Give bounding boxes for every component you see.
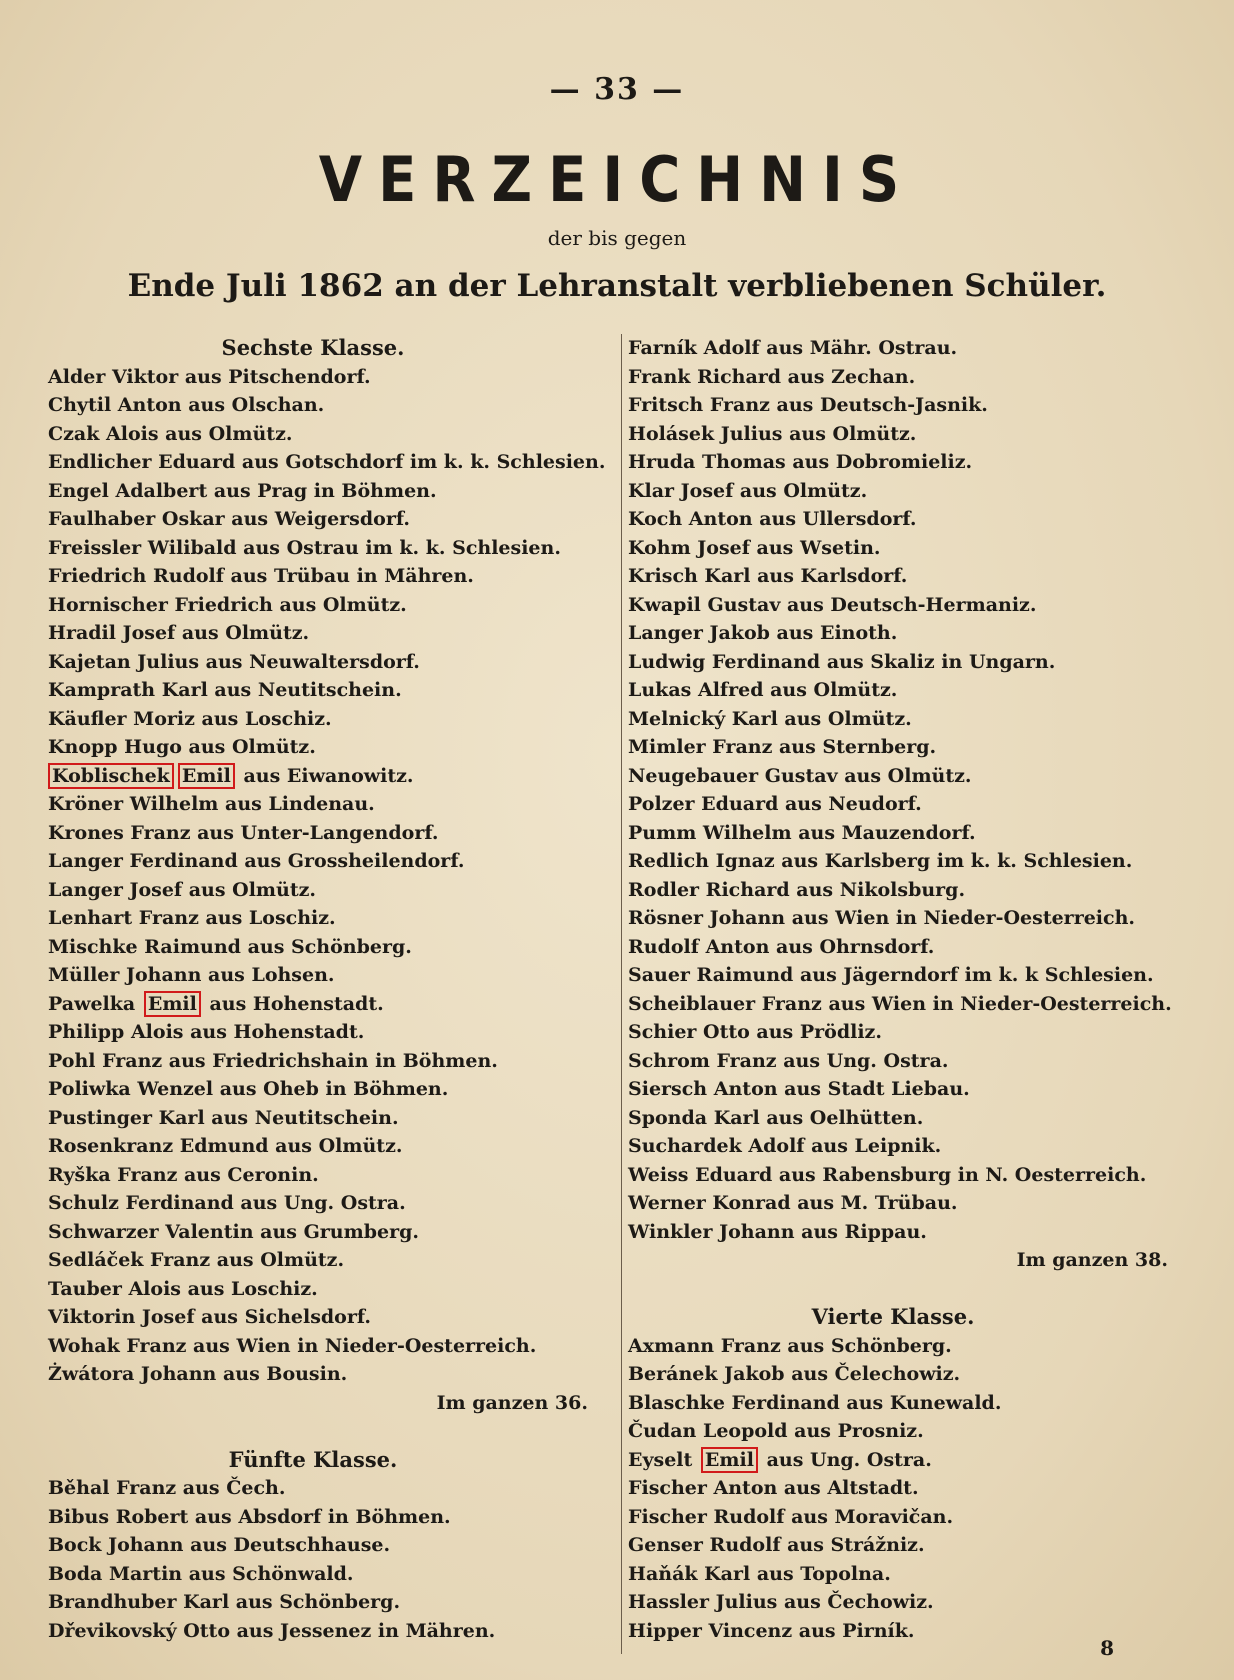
list-item: Schier Otto aus Prödliz. [628, 1021, 882, 1043]
list-item: Chytil Anton aus Olschan. [48, 394, 325, 416]
list-item: Polzer Eduard aus Neudorf. [628, 793, 922, 815]
list-item: Schwarzer Valentin aus Grumberg. [48, 1220, 420, 1243]
list-item: Sedláček Franz aus Olmütz. [48, 1249, 345, 1271]
student-list-fuenfte-cont [628, 334, 1188, 1246]
list-item: Fritsch Franz aus Deutsch-Jasnik. [628, 394, 988, 416]
list-item-surname: Pawelka [48, 992, 142, 1015]
list-item: Langer Ferdinand aus Grossheilendorf. [48, 850, 465, 872]
list-item: Knopp Hugo aus Olmütz. [48, 736, 316, 758]
list-item: Engel Adalbert aus Prag in Böhmen. [48, 479, 437, 502]
list-item: Beránek Jakob aus Čelechowiz. [628, 1363, 961, 1385]
list-item [48, 762, 608, 791]
student-list-vierte-b [628, 1474, 1188, 1645]
student-list-vierte-a [628, 1332, 1188, 1446]
student-list-fuenfte [48, 1474, 608, 1645]
list-item: Pohl Franz aus Friedrichshain in Böhmen. [48, 1049, 498, 1072]
student-list-sechste-b [48, 790, 608, 990]
list-item: Weiss Eduard aus Rabensburg in N. Oesterreich. [628, 1163, 1147, 1186]
list-item: Bock Johann aus Deutschhause. [48, 1534, 391, 1556]
list-item: Axmann Franz aus Schönberg. [628, 1334, 952, 1357]
list-item: Tauber Alois aus Loschiz. [48, 1277, 318, 1300]
list-item: Lukas Alfred aus Olmütz. [628, 679, 898, 701]
list-item: Endlicher Eduard aus Gotschdorf im k. k. Schlesien. [48, 451, 606, 473]
list-item: Kajetan Julius aus Neuwaltersdorf. [48, 650, 420, 673]
list-item: Alder Viktor aus Pitschendorf. [48, 365, 371, 388]
list-item: Mimler Franz aus Sternberg. [628, 736, 937, 758]
class-title-vierte: Vierte Klasse. [811, 1304, 975, 1329]
column-divider [621, 334, 622, 1654]
list-item: Schrom Franz aus Ung. Ostra. [628, 1049, 949, 1072]
list-item: Rodler Richard aus Nikolsburg. [628, 878, 966, 901]
spacer [628, 1275, 1188, 1304]
list-item: Winkler Johann aus Rippau. [628, 1220, 927, 1243]
list-item [48, 990, 608, 1019]
list-item: Haňák Karl aus Topolna. [628, 1562, 891, 1585]
highlighted-given-name: Emil [144, 991, 201, 1017]
list-item: Czak Alois aus Olmütz. [48, 422, 293, 445]
list-item: Krisch Karl aus Karlsdorf. [628, 565, 908, 587]
list-item: Kamprath Karl aus Neutitschein. [48, 679, 402, 701]
list-item: Farník Adolf aus Mähr. Ostrau. [628, 337, 958, 359]
list-item [628, 1446, 1188, 1475]
list-item: Käufler Moriz aus Loschiz. [48, 707, 332, 730]
list-item: Hipper Vincenz aus Pirník. [628, 1619, 915, 1642]
list-item: Lenhart Franz aus Loschiz. [48, 907, 336, 929]
list-item: Dřevikovský Otto aus Jessenez in Mähren. [48, 1619, 496, 1642]
list-item: Redlich Ignaz aus Karlsberg im k. k. Schlesien. [628, 850, 1133, 872]
list-item-surname: Eyselt [628, 1448, 699, 1471]
list-item: Hornischer Friedrich aus Olmütz. [48, 593, 407, 616]
page-number: — 33 — [549, 72, 685, 107]
list-item: Fischer Rudolf aus Moravičan. [628, 1505, 954, 1528]
list-item-rest: aus Eiwanowitz. [236, 764, 414, 787]
list-item: Scheiblauer Franz aus Wien in Nieder-Oesterreich. [628, 992, 1172, 1015]
heading: Ende Juli 1862 an der Lehranstalt verbliebenen Schüler. [127, 268, 1107, 304]
list-item: Friedrich Rudolf aus Trübau in Mähren. [48, 565, 474, 587]
list-item: Langer Josef aus Olmütz. [48, 878, 317, 901]
list-item: Běhal Franz aus Čech. [48, 1477, 286, 1499]
highlighted-surname: Koblischek [48, 763, 174, 789]
list-item: Wohak Franz aus Wien in Nieder-Oesterreich. [48, 1334, 537, 1357]
signature-mark: 8 [1100, 1636, 1114, 1660]
list-item: Hruda Thomas aus Dobromieliz. [628, 451, 973, 473]
subtitle: der bis gegen [547, 226, 687, 250]
list-item: Holásek Julius aus Olmütz. [628, 422, 917, 445]
list-item: Suchardek Adolf aus Leipnik. [628, 1135, 942, 1157]
list-item: Klar Josef aus Olmütz. [628, 479, 868, 502]
list-item: Brandhuber Karl aus Schönberg. [48, 1591, 401, 1613]
list-item: Bibus Robert aus Absdorf in Böhmen. [48, 1505, 451, 1528]
list-item: Pustinger Karl aus Neutitschein. [48, 1106, 399, 1129]
list-item: Żwátora Johann aus Bousin. [48, 1363, 348, 1385]
student-list-sechste-c [48, 1018, 608, 1389]
list-item: Hradil Josef aus Olmütz. [48, 622, 310, 644]
list-item: Genser Rudolf aus Strážniz. [628, 1534, 925, 1556]
list-item: Ryška Franz aus Ceronin. [48, 1163, 319, 1186]
list-item: Krones Franz aus Unter-Langendorf. [48, 821, 439, 844]
list-item: Čudan Leopold aus Prosniz. [628, 1420, 924, 1442]
list-item: Freissler Wilibald aus Ostrau im k. k. Schlesien. [48, 536, 561, 559]
student-list-sechste-a [48, 363, 608, 762]
list-item: Neugebauer Gustav aus Olmütz. [628, 764, 972, 787]
list-item: Pumm Wilhelm aus Mauzendorf. [628, 821, 976, 844]
list-item: Philipp Alois aus Hohenstadt. [48, 1021, 365, 1043]
list-item: Kröner Wilhelm aus Lindenau. [48, 793, 375, 815]
left-column [48, 334, 608, 1645]
list-item: Mischke Raimund aus Schönberg. [48, 935, 412, 958]
list-item: Sponda Karl aus Oelhütten. [628, 1106, 924, 1129]
right-column [628, 334, 1188, 1645]
highlighted-given-name: Emil [701, 1447, 758, 1473]
list-item: Sauer Raimund aus Jägerndorf im k. k Schlesien. [628, 964, 1154, 986]
list-item-rest: aus Ung. Ostra. [759, 1448, 932, 1471]
list-item: Schulz Ferdinand aus Ung. Ostra. [48, 1192, 406, 1214]
class-total-fuenfte: Im ganzen 38. [1016, 1249, 1168, 1271]
spacer [48, 1417, 608, 1446]
list-item: Frank Richard aus Zechan. [628, 365, 916, 388]
list-item: Fischer Anton aus Altstadt. [628, 1477, 919, 1499]
highlighted-given-name: Emil [178, 763, 235, 789]
class-title-fuenfte: Fünfte Klasse. [228, 1446, 398, 1472]
list-item: Langer Jakob aus Einoth. [628, 622, 898, 644]
list-item: Kwapil Gustav aus Deutsch-Hermaniz. [628, 593, 1037, 616]
list-item: Koch Anton aus Ullersdorf. [628, 508, 917, 530]
list-item: Ludwig Ferdinand aus Skaliz in Ungarn. [628, 650, 1056, 673]
list-item: Melnický Karl aus Olmütz. [628, 707, 912, 730]
page-title: VERZEICHNIS [318, 144, 916, 217]
list-item: Siersch Anton aus Stadt Liebau. [628, 1078, 970, 1100]
class-total-sechste: Im ganzen 36. [436, 1391, 588, 1414]
list-item: Hassler Julius aus Čechowiz. [628, 1591, 934, 1613]
list-item: Viktorin Josef aus Sichelsdorf. [48, 1306, 371, 1328]
list-item: Faulhaber Oskar aus Weigersdorf. [48, 508, 410, 530]
list-item: Boda Martin aus Schönwald. [48, 1562, 354, 1585]
list-item: Rösner Johann aus Wien in Nieder-Oesterreich. [628, 907, 1136, 929]
list-item: Blaschke Ferdinand aus Kunewald. [628, 1391, 1002, 1414]
list-item: Poliwka Wenzel aus Oheb in Böhmen. [48, 1078, 449, 1100]
list-item: Werner Konrad aus M. Trübau. [628, 1192, 958, 1214]
list-item: Müller Johann aus Lohsen. [48, 964, 335, 986]
list-item: Rosenkranz Edmund aus Olmütz. [48, 1135, 403, 1157]
list-item: Kohm Josef aus Wsetin. [628, 536, 881, 559]
list-item: Rudolf Anton aus Ohrnsdorf. [628, 935, 935, 958]
class-title-sechste: Sechste Klasse. [221, 335, 405, 360]
list-item-rest: aus Hohenstadt. [202, 992, 384, 1015]
